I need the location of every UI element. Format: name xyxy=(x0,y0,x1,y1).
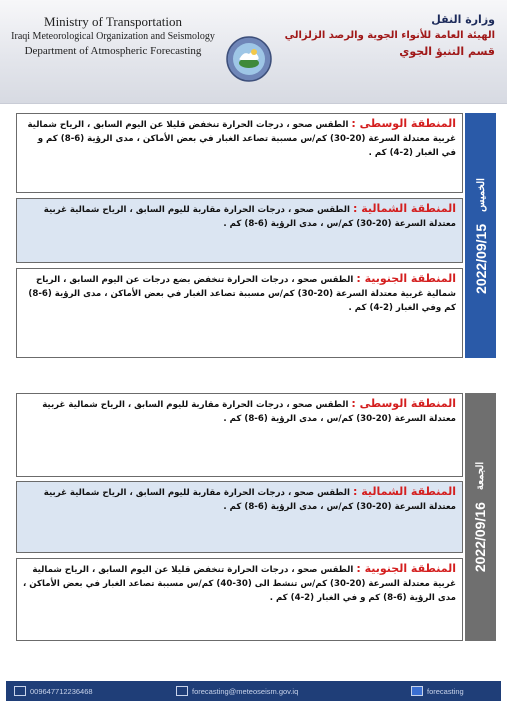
day-date-bar xyxy=(465,113,496,358)
region-box-central xyxy=(16,113,463,193)
region-title: المنطقة الشمالية : xyxy=(352,485,456,498)
region-box-north xyxy=(16,198,463,263)
email-icon xyxy=(176,686,188,696)
day-name-label: الجمعة xyxy=(475,461,487,491)
organization-name-en: Iraqi Meteorological Organization and Seismology xyxy=(11,31,215,42)
region-box-north xyxy=(16,481,463,553)
ministry-name-ar: وزارة النقل xyxy=(431,13,495,26)
region-forecast-text: الطقس صحو ، درجات الحرارة مقاربة لليوم السابق ، الرياح شمالية غربية معتدلة السرعة (20-30) كم/س ، مدى الرؤية (6-8) كم . xyxy=(43,205,456,229)
region-title: المنطقة الشمالية : xyxy=(352,202,456,215)
forecast-day-1 xyxy=(16,113,496,358)
social-icon xyxy=(411,686,423,696)
ministry-name-en: Ministry of Transportation xyxy=(44,14,182,29)
region-box-south xyxy=(16,558,463,641)
region-title: المنطقة الجنوبية : xyxy=(356,272,456,285)
region-box-south xyxy=(16,268,463,358)
region-title: المنطقة الجنوبية : xyxy=(356,562,456,575)
social-handle[interactable]: forecasting xyxy=(427,686,464,696)
contact-footer xyxy=(6,681,501,701)
organization-name-ar: الهيئة العامة للأنواء الجوية والرصد الزلزالي xyxy=(284,30,495,41)
region-forecast-text: الطقس صحو ، درجات الحرارة مقاربة لليوم السابق ، الرياح شمالية غربية معتدلة السرعة (20-30) كم/س ، مدى الرؤية (6-8) كم . xyxy=(42,400,456,424)
date-label: 2022/09/15 xyxy=(472,223,489,294)
region-title: المنطقة الوسطى : xyxy=(351,117,456,130)
organization-logo-icon xyxy=(226,36,272,82)
letterhead-arabic xyxy=(275,12,495,60)
footer-phone xyxy=(14,686,93,696)
region-forecast-text: الطقس صحو ، درجات الحرارة تنخفض قليلا عن اليوم السابق ، الرياح شمالية غربية معتدلة السرعة (20-30) كم/س مسببة تصاعد الغبار في بعض الأماكن ، مدى الرؤية (6-8) كم و في الغبار (2-4) كم . xyxy=(27,120,456,158)
department-name-ar: قسم التنبؤ الجوي xyxy=(399,45,495,58)
day-name-label: الخميس xyxy=(475,177,486,212)
department-name-en: Department of Atmospheric Forecasting xyxy=(24,45,202,57)
letterhead xyxy=(0,0,507,104)
region-title: المنطقة الوسطى : xyxy=(351,397,456,410)
day-date-bar xyxy=(465,393,496,641)
region-forecast-text: الطقس صحو ، درجات الحرارة تنخفض بضع درجات عن اليوم السابق ، الرياح شمالية غربية معتدلة السرعة (20-30) كم/س مسببة تصاعد الغبار في بعض الأماكن ، مدى الرؤية (6-8) كم وفي الغبار (2-4) كم . xyxy=(28,275,456,313)
phone-icon xyxy=(14,686,26,696)
footer-email xyxy=(176,686,298,696)
region-forecast-text: الطقس صحو ، درجات الحرارة تنخفض قليلا عن اليوم السابق ، الرياح شمالية غربية معتدلة السرعة (20-30) كم/س تنشط الى (30-40) كم/س مسببة تصاعد الغبار في بعض الأماكن ، مدى الرؤية (6-8) كم و في الغبار (2-4) كم . xyxy=(22,565,456,603)
forecast-day-2 xyxy=(16,393,496,641)
region-box-central xyxy=(16,393,463,477)
phone-number: 009647712236468 xyxy=(30,686,93,696)
region-forecast-text: الطقس صحو ، درجات الحرارة مقاربة لليوم السابق ، الرياح شمالية غربية معتدلة السرعة (20-30) كم/س ، مدى الرؤية (6-8) كم . xyxy=(43,488,456,512)
letterhead-english xyxy=(8,14,218,59)
email-address[interactable]: forecasting@meteoseism.gov.iq xyxy=(192,686,299,696)
date-label: 2022/09/16 xyxy=(472,502,489,573)
footer-social xyxy=(411,686,464,696)
